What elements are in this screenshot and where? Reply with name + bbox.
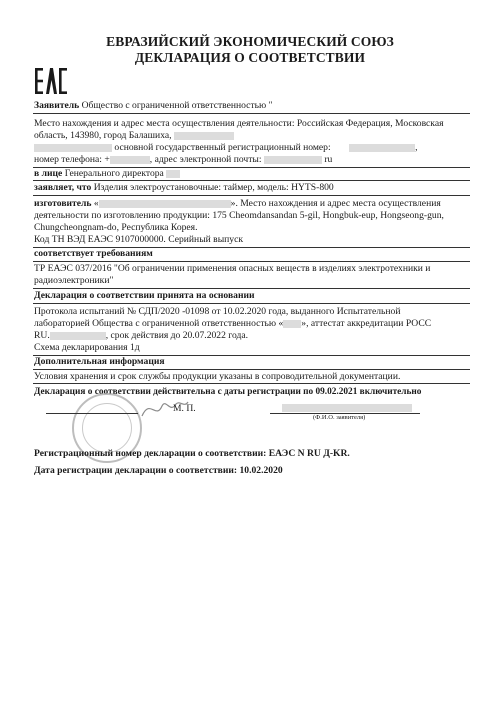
- manufacturer-line-4: Код ТН ВЭД ЕАЭС 9107000000. Серийный выпуск: [34, 234, 244, 245]
- manufacturer-line-2: деятельности по изготовлению продукции: 175 Cheomdansandan 5-gil, Hongbuk-eup, Hongseong-gun,: [34, 210, 444, 221]
- applicant-label: Заявитель: [34, 100, 80, 111]
- divider: [33, 288, 470, 289]
- registration-number: Регистрационный номер декларации о соответствии: ЕАЭС N RU Д-KR.: [34, 448, 350, 459]
- divider: [33, 180, 470, 181]
- eac-logo: [35, 68, 67, 94]
- redacted-block: [174, 132, 234, 140]
- redacted-block: [349, 144, 415, 152]
- redacted-block: [99, 200, 231, 208]
- basis-line-1: Протокола испытаний № СДП/2020 -01098 от 10.02.2020 года, выданного Испытательной: [34, 306, 401, 317]
- applicant-value: Общество с ограниченной ответственностью ": [81, 100, 273, 111]
- location-line-2: область, 143980, город Балашиха,: [34, 130, 470, 142]
- divider: [33, 261, 470, 262]
- requirements-line-2: радиоэлектроники": [34, 275, 114, 286]
- declares-row: заявляет, что Изделия электроустановочные: таймер, модель: HYTS-800: [34, 182, 334, 193]
- basis-line-2: лабораторией Общества с ограниченной ответственностью « », аттестат аккредитации РОСС: [34, 318, 432, 329]
- document-title: ДЕКЛАРАЦИЯ О СООТВЕТСТВИИ: [134, 50, 366, 65]
- stamp-place-label: М. П.: [173, 403, 196, 414]
- divider: [33, 113, 470, 114]
- applicant-row: [34, 100, 470, 112]
- union-title: ЕВРАЗИЙСКИЙ ЭКОНОМИЧЕСКИЙ СОЮЗ: [106, 34, 394, 49]
- requirements-line-1: ТР ЕАЭС 037/2016 "Об ограничении применения опасных веществ в изделиях электротехники и: [34, 263, 431, 274]
- additional-line-1: Условия хранения и срок службы продукции указаны в сопроводительной документации.: [34, 371, 401, 382]
- manufacturer-line-3: Chungcheongnam-do, Республика Корея.: [34, 222, 198, 233]
- location-line-4: номер телефона: + , адрес электронной почты: ru: [34, 154, 333, 165]
- signature-line: [46, 413, 138, 414]
- redacted-block: [110, 156, 150, 164]
- location-line-1: Место нахождения и адрес места осуществления деятельности: Российская Федерация, Московская: [34, 118, 444, 129]
- additional-heading: Дополнительная информация: [34, 356, 165, 367]
- fio-caption: (Ф.И.О. заявителя): [313, 414, 366, 421]
- manufacturer-line-1: изготовитель « ». Место нахождения и адрес места осуществления: [34, 198, 441, 209]
- divider: [33, 195, 470, 196]
- requirements-heading: соответствует требованиям: [34, 248, 153, 259]
- redacted-block: [166, 170, 180, 178]
- redacted-block: [283, 320, 301, 328]
- divider: [33, 383, 470, 384]
- redacted-block: [50, 332, 106, 340]
- redacted-block: [264, 156, 322, 164]
- basis-line-3: RU. , срок действия до 20.07.2022 года.: [34, 330, 249, 341]
- redacted-block: [34, 144, 112, 152]
- representative-row: в лице Генерального директора: [34, 168, 470, 180]
- divider: [33, 369, 470, 370]
- registration-date: Дата регистрации декларации о соответствии: 10.02.2020: [34, 465, 283, 476]
- validity-statement: Декларация о соответствии действительна с даты регистрации по 09.02.2021 включительно: [34, 387, 422, 397]
- divider: [33, 303, 470, 304]
- basis-line-4: Схема декларирования 1д: [34, 342, 140, 353]
- location-line-3: основной государственный регистрационный номер: ,: [34, 142, 470, 154]
- basis-heading: Декларация о соответствии принята на основании: [34, 290, 255, 301]
- redacted-name: [282, 404, 412, 412]
